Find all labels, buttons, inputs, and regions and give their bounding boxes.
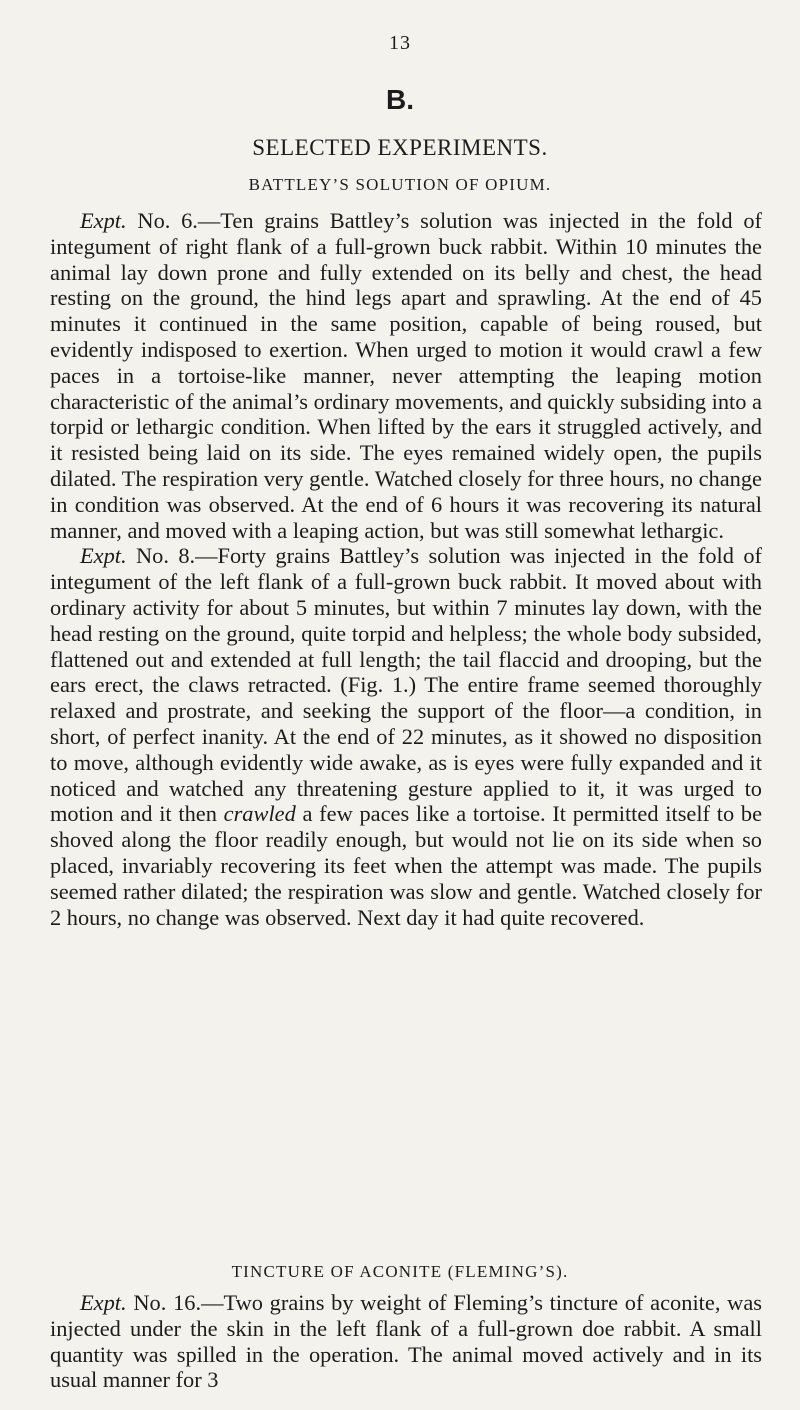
aconite-experiments	[50, 1290, 762, 1393]
paragraph-expt-8	[50, 543, 762, 930]
subheading-aconite: TINCTURE OF ACONITE (FLEMING’S).	[231, 1262, 569, 1281]
paragraph-text: No. 6.—Ten grains Battley’s solution was injected in the fold of integument of right flank of a full-grown buck rabbit. Within 10 minutes the animal lay down prone and fully extended on its belly and chest, the head resting on the ground, the hind legs apart and sprawling. At the end of 45 minutes it continued in the same position, capable of being roused, but evidently indisposed to exertion. When urged to motion it would crawl a few paces in a tortoise-like manner, never attempting the leaping motion characteristic of the animal’s ordinary movements, and quickly subsiding into a torpid or lethargic condition. When lifted by the ears it struggled actively, and it resisted being laid on its side. The eyes remained widely open, the pupils dilated. The respiration very gentle. Watched closely for three hours, no change in condition was observed. At the end of 6 hours it was recovering its natural manner, and moved with a leaping action, but was still somewhat lethargic.	[50, 208, 762, 543]
paragraph-expt-16	[50, 1290, 762, 1393]
expt-lead: Expt.	[80, 1290, 127, 1315]
expt-lead: Expt.	[80, 208, 127, 233]
section-title: SELECTED EXPERIMENTS.	[252, 135, 548, 160]
paragraph-text: a few paces like a tortoise. It permitted itself to be shoved along the floor readily enough, but would not lie on its side when so placed, invariably recovering its feet when the attempt was made. The pupils seemed rather dilated; the respiration was slow and gentle. Watched closely for 2 hours, no change was observed. Next day it had quite recovered.	[50, 801, 763, 930]
page-number: 13	[389, 32, 411, 54]
expt-lead: Expt.	[80, 543, 127, 569]
paragraph-text: No. 16.—Two grains by weight of Fleming’s tincture of aconite, was injected under the skin in the left flank of a full-grown doe rabbit. A small quantity was spilled in the operation. The animal moved actively and in its usual manner for 3	[50, 1290, 762, 1393]
paragraph-expt-6	[50, 208, 762, 543]
subheading-opium: BATTLEY’S SOLUTION OF OPIUM.	[248, 175, 552, 194]
paragraph-text: No. 8.—Forty grains Battley’s solution was injected in the fold of integument of the left flank of a full-grown buck rabbit. It moved about with ordinary activity for about 5 minutes, but within 7 minutes lay down, with the head resting on the ground, quite torpid and helpless; the whole body subsided, flattened out and extended at full length; the tail flaccid and drooping, but the ears erect, the claws retracted. (Fig. 1.) The entire frame seemed thoroughly relaxed and prostrate, and seeking the support of the floor—a condition, in short, of perfect inanity. At the end of 22 minutes, as it showed no disposition to move, although evidently wide awake, as is eyes were fully expanded and it noticed and watched any threatening gesture applied to it, it was urged to motion and it then	[50, 543, 762, 827]
italic-word: crawled	[223, 801, 296, 827]
opium-experiments	[50, 208, 762, 930]
section-letter: B.	[386, 84, 414, 115]
